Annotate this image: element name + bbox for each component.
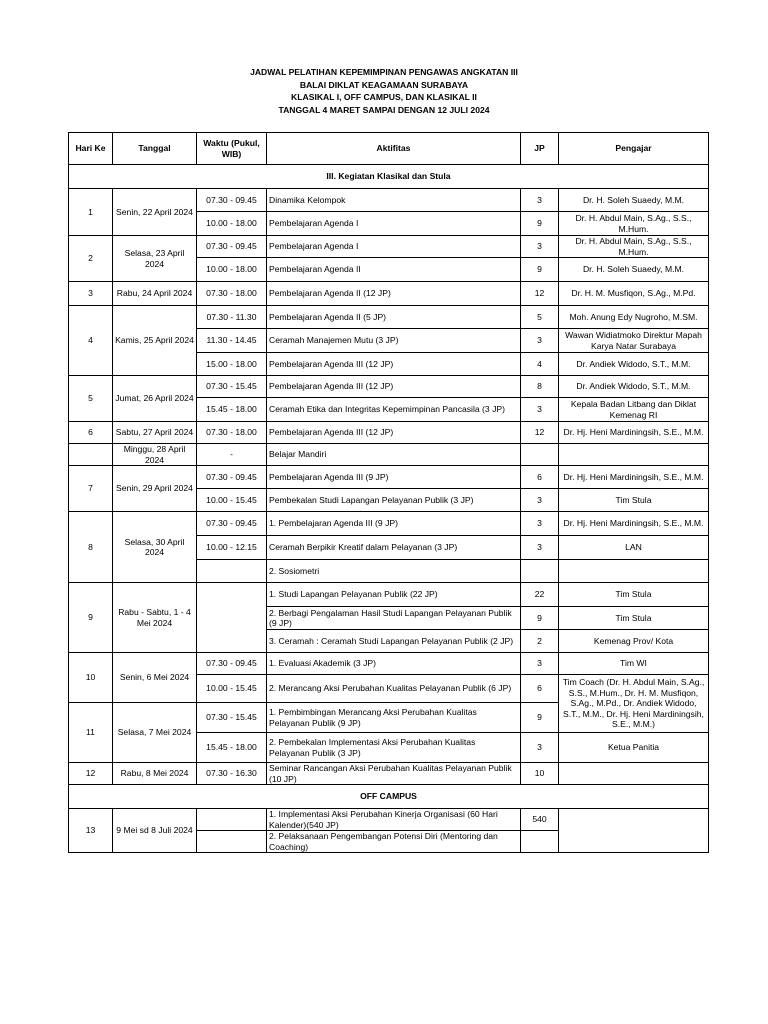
cell-waktu [197,583,267,653]
cell-waktu: 07.30 - 09.45 [197,236,267,258]
cell-jp: 2 [521,630,559,653]
cell-pengajar: Dr. Andiek Widodo, S.T., M.M. [559,376,709,398]
cell-jp: 3 [521,329,559,353]
cell-hari: 4 [69,306,113,376]
cell-tanggal: Selasa, 7 Mei 2024 [113,703,197,763]
title-line-1: JADWAL PELATIHAN KEPEMIMPINAN PENGAWAS ANGKATAN III [250,67,518,77]
cell-hari: 9 [69,583,113,653]
cell-aktifitas: 2. Berbagi Pengalaman Hasil Studi Lapangan Pelayanan Publik (9 JP) [267,607,521,630]
cell-jp: 540 [521,809,559,831]
cell-aktifitas: 2. Merancang Aksi Perubahan Kualitas Pelayanan Publik (6 JP) [267,675,521,703]
cell-pengajar: LAN [559,536,709,560]
col-header-aktifitas: Aktifitas [267,133,521,165]
cell-tanggal: Senin, 22 April 2024 [113,189,197,236]
table-row [69,422,709,444]
cell-jp: 5 [521,306,559,329]
cell-tanggal: Senin, 6 Mei 2024 [113,653,197,703]
cell-aktifitas: 1. Pembelajaran Agenda III (9 JP) [267,512,521,536]
cell-hari: 8 [69,512,113,583]
cell-pengajar [559,560,709,583]
cell-pengajar [559,444,709,466]
cell-hari: 5 [69,376,113,422]
title-line-3: KLASIKAL I, OFF CAMPUS, DAN KLASIKAL II [291,92,477,102]
cell-jp: 3 [521,733,559,763]
cell-pengajar: Ketua Panitia [559,733,709,763]
cell-jp: 9 [521,703,559,733]
cell-jp: 3 [521,189,559,212]
cell-jp: 10 [521,763,559,785]
cell-pengajar: Wawan Widiatmoko Direktur Mapah Karya Natar Surabaya [559,329,709,353]
table-row [69,444,709,466]
cell-pengajar: Tim WI [559,653,709,675]
cell-pengajar: Dr. Andiek Widodo, S.T., M.M. [559,353,709,376]
cell-aktifitas: 2. Sosiometri [267,560,521,583]
cell-tanggal: Senin, 29 April 2024 [113,466,197,512]
table-row [69,809,709,831]
cell-pengajar: Dr. H. Abdul Main, S.Ag., S.S., M.Hum. [559,236,709,258]
cell-aktifitas: Pembelajaran Agenda III (12 JP) [267,353,521,376]
table-row [69,376,709,398]
cell-tanggal: Rabu, 24 April 2024 [113,282,197,306]
cell-jp [521,444,559,466]
table-row [69,763,709,785]
cell-hari: 6 [69,422,113,444]
cell-aktifitas: Pembelajaran Agenda III (12 JP) [267,376,521,398]
cell-aktifitas: Seminar Rancangan Aksi Perubahan Kualitas Pelayanan Publik (10 JP) [267,763,521,785]
cell-tanggal: Selasa, 30 April 2024 [113,512,197,583]
section-title: OFF CAMPUS [69,785,709,809]
col-header-jp: JP [521,133,559,165]
cell-waktu [197,560,267,583]
cell-jp: 8 [521,376,559,398]
cell-aktifitas: Pembelajaran Agenda III (9 JP) [267,466,521,489]
cell-jp: 6 [521,466,559,489]
cell-pengajar: Dr. H. Soleh Suaedy, M.M. [559,258,709,282]
cell-jp: 9 [521,258,559,282]
cell-aktifitas: Pembelajaran Agenda II [267,258,521,282]
cell-pengajar: Dr. H. M. Musfiqon, S.Ag., M.Pd. [559,282,709,306]
cell-waktu: 07.30 - 09.45 [197,653,267,675]
cell-jp: 9 [521,607,559,630]
cell-waktu [197,809,267,831]
cell-jp: 12 [521,282,559,306]
cell-aktifitas: Ceramah Berpikir Kreatif dalam Pelayanan (3 JP) [267,536,521,560]
cell-aktifitas: 2. Pelaksanaan Pengembangan Potensi Diri (Mentoring dan Coaching) [267,831,521,853]
cell-tanggal: Kamis, 25 April 2024 [113,306,197,376]
cell-waktu: 07.30 - 09.45 [197,189,267,212]
cell-aktifitas: Belajar Mandiri [267,444,521,466]
cell-aktifitas: Pembelajaran Agenda I [267,212,521,236]
cell-waktu: 10.00 - 18.00 [197,258,267,282]
table-row [69,282,709,306]
cell-aktifitas: 1. Evaluasi Akademik (3 JP) [267,653,521,675]
table-row [69,466,709,489]
cell-jp: 4 [521,353,559,376]
section-row [69,785,709,809]
cell-waktu: 11.30 - 14.45 [197,329,267,353]
section-row [69,165,709,189]
schedule-table [68,132,709,853]
cell-waktu: 07.30 - 18.00 [197,422,267,444]
cell-tanggal: Rabu - Sabtu, 1 - 4 Mei 2024 [113,583,197,653]
cell-pengajar: Dr. H. Soleh Suaedy, M.M. [559,189,709,212]
cell-jp: 3 [521,536,559,560]
col-header-waktu: Waktu (Pukul, WIB) [197,133,267,165]
cell-waktu: 10.00 - 15.45 [197,675,267,703]
cell-pengajar: Tim Stula [559,607,709,630]
cell-jp: 3 [521,236,559,258]
document-title [0,66,768,116]
cell-waktu: 07.30 - 09.45 [197,466,267,489]
cell-pengajar: Tim Coach (Dr. H. Abdul Main, S.Ag., S.S., M.Hum., Dr. H. M. Musfiqon, S.Ag., M.Pd., Dr. Andiek Widodo, S.T., M.M., Dr. Hj. Heni Mardiningsih, S.E., M.M.) [559,675,709,733]
cell-pengajar: Dr. H. Abdul Main, S.Ag., S.S., M.Hum. [559,212,709,236]
table-row [69,189,709,212]
cell-jp: 3 [521,512,559,536]
cell-jp [521,831,559,853]
cell-aktifitas: 2. Pembekalan Implementasi Aksi Perubahan Kualitas Pelayanan Publik (3 JP) [267,733,521,763]
col-header-pengajar: Pengajar [559,133,709,165]
cell-aktifitas: Ceramah Etika dan Integritas Kepemimpinan Pancasila (3 JP) [267,398,521,422]
title-line-2: BALAI DIKLAT KEAGAMAAN SURABAYA [299,79,469,90]
cell-pengajar: Kepala Badan Litbang dan Diklat Kemenag RI [559,398,709,422]
col-header-tanggal: Tanggal [113,133,197,165]
cell-tanggal: Minggu, 28 April 2024 [113,444,197,466]
cell-pengajar: Tim Stula [559,583,709,607]
cell-jp: 3 [521,653,559,675]
table-row [69,653,709,675]
cell-pengajar: Dr. Hj. Heni Mardiningsih, S.E., M.M. [559,422,709,444]
table-row [69,512,709,536]
cell-pengajar: Tim Stula [559,489,709,512]
cell-pengajar: Moh. Anung Edy Nugroho, M.SM. [559,306,709,329]
col-header-hari: Hari Ke [69,133,113,165]
cell-jp [521,560,559,583]
table-header-row [69,133,709,165]
cell-hari: 11 [69,703,113,763]
cell-jp: 9 [521,212,559,236]
cell-aktifitas: Ceramah Manajemen Mutu (3 JP) [267,329,521,353]
cell-waktu: 15.00 - 18.00 [197,353,267,376]
cell-waktu: 07.30 - 16.30 [197,763,267,785]
cell-hari: 1 [69,189,113,236]
cell-waktu: 07.30 - 18.00 [197,282,267,306]
cell-pengajar: Dr. Hj. Heni Mardiningsih, S.E., M.M. [559,466,709,489]
cell-aktifitas: 1. Pembimbingan Merancang Aksi Perubahan Kualitas Pelayanan Publik (9 JP) [267,703,521,733]
cell-hari: 13 [69,809,113,853]
cell-pengajar: Dr. Hj. Heni Mardiningsih, S.E., M.M. [559,512,709,536]
cell-aktifitas: Pembelajaran Agenda I [267,236,521,258]
cell-waktu: 07.30 - 09.45 [197,512,267,536]
cell-tanggal: Selasa, 23 April 2024 [113,236,197,282]
cell-waktu: 15.45 - 18.00 [197,733,267,763]
cell-waktu: 10.00 - 12.15 [197,536,267,560]
cell-tanggal: Sabtu, 27 April 2024 [113,422,197,444]
cell-jp: 22 [521,583,559,607]
cell-waktu [197,831,267,853]
cell-aktifitas: Pembelajaran Agenda II (5 JP) [267,306,521,329]
cell-waktu: 10.00 - 18.00 [197,212,267,236]
cell-aktifitas: 3. Ceramah : Ceramah Studi Lapangan Pelayanan Publik (2 JP) [267,630,521,653]
cell-waktu: 07.30 - 15.45 [197,703,267,733]
cell-aktifitas: Dinamika Kelompok [267,189,521,212]
cell-jp: 12 [521,422,559,444]
cell-waktu: 15.45 - 18.00 [197,398,267,422]
cell-aktifitas: 1. Implementasi Aksi Perubahan Kinerja Organisasi (60 Hari Kalender)(540 JP) [267,809,521,831]
cell-waktu: 07.30 - 11.30 [197,306,267,329]
cell-jp: 3 [521,398,559,422]
cell-aktifitas: 1. Studi Lapangan Pelayanan Publik (22 JP) [267,583,521,607]
cell-pengajar: Kemenag Prov/ Kota [559,630,709,653]
cell-tanggal: Jumat, 26 April 2024 [113,376,197,422]
cell-hari: 3 [69,282,113,306]
cell-aktifitas: Pembelajaran Agenda II (12 JP) [267,282,521,306]
cell-pengajar [559,809,709,853]
cell-hari: 12 [69,763,113,785]
cell-hari: 2 [69,236,113,282]
cell-pengajar [559,763,709,785]
cell-tanggal: Rabu, 8 Mei 2024 [113,763,197,785]
cell-hari: 10 [69,653,113,703]
table-row [69,236,709,258]
cell-jp: 6 [521,675,559,703]
table-row [69,306,709,329]
title-line-4: TANGGAL 4 MARET SAMPAI DENGAN 12 JULI 2024 [278,104,490,115]
cell-hari: 7 [69,466,113,512]
cell-tanggal: 9 Mei sd 8 Juli 2024 [113,809,197,853]
cell-waktu: 07.30 - 15.45 [197,376,267,398]
cell-aktifitas: Pembelajaran Agenda III (12 JP) [267,422,521,444]
cell-hari [69,444,113,466]
cell-aktifitas: Pembekalan Studi Lapangan Pelayanan Publik (3 JP) [267,489,521,512]
table-row [69,583,709,607]
cell-jp: 3 [521,489,559,512]
cell-waktu: - [197,444,267,466]
cell-waktu: 10.00 - 15.45 [197,489,267,512]
section-title: III. Kegiatan Klasikal dan Stula [69,165,709,189]
